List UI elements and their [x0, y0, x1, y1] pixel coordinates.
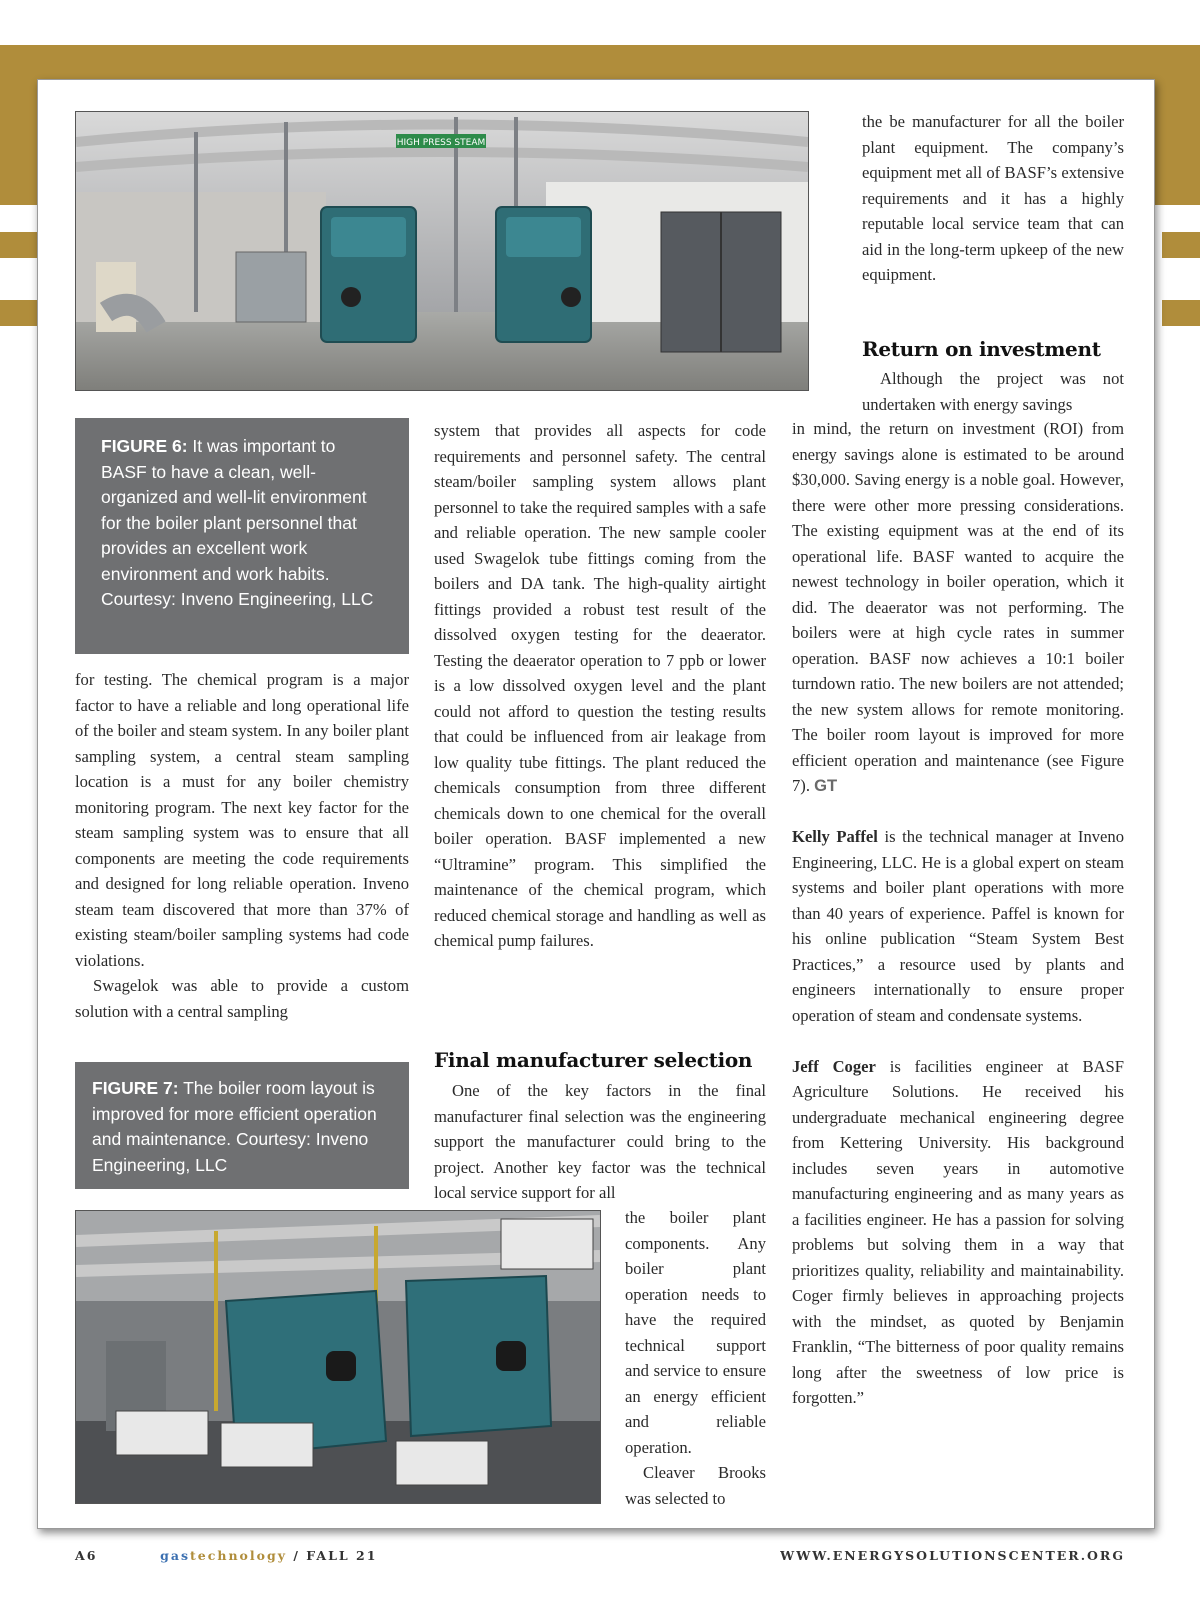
paragraph: the boiler plant components. Any boiler plant operation needs to have the required technical support and service to ensure an energy efficient and reliable operation. [625, 1208, 766, 1457]
publication-gas: gas [160, 1548, 191, 1563]
paragraph: for testing. The chemical program is a major factor to have a reliable and long operational life of the boiler and steam system. In any boiler plant sampling system, a central steam sampling location is a must for any boiler chemistry monitoring program. The next key factor for the steam sampling system was to ensure that all components are meeting the code requirements and designed for long reliable operation. Inveno steam team discovered that more than 37% of existing steam/boiler sampling systems had code violations. [75, 670, 409, 970]
column-3-text-lead [862, 366, 1124, 417]
column-2-text-c [625, 1205, 766, 1511]
column-3-text [792, 416, 1124, 1411]
roi-heading: Return on investment [862, 337, 1101, 361]
paragraph-text: in mind, the return on investment (ROI) from energy savings alone is estimated to be around $30,000. Saving energy is a noble goal. However, there were other more pressing considerations. The existing equipment was at the end of its operational life. BASF wanted to acquire the newest technology in boiler operation, which it did. The deaerator was not performing. The boilers were at high cycle rates in summer operation. BASF now achieves a 10:1 boiler turndown ratio. The new boilers are not attended; the new system allows for remote monitoring. The boiler room layout is improved for more efficient operation and maintenance (see Figure 7). [792, 419, 1124, 795]
column-2-text-b [434, 1078, 766, 1206]
boiler-room-photo [75, 111, 809, 391]
paragraph: Although the project was not undertaken with energy savings [862, 369, 1124, 414]
gold-stripe [0, 300, 38, 326]
paragraph: One of the key factors in the final manufacturer final selection was the engineering support the manufacturer could bring to the project. Another key factor was the technical local service support for all [434, 1081, 766, 1202]
author-bio-text: is facilities engineer at BASF Agriculture Solutions. He received his undergraduate mechanical engineering degree from Kettering University. His background includes seven years in automotive manufacturing engineering and as many years as a facilities engineer. He has a passion for solving problems but solving them in a way that prioritizes quality, reliability and maintainability. Coger firmly believes in approaching projects with the mindset, as quoted by Benjamin Franklin, “The bitterness of poor quality remains long after the sweetness of low price is forgotten.” [792, 1056, 1125, 1407]
boiler-room-render [75, 1210, 601, 1504]
figure-7-caption [75, 1062, 409, 1189]
paragraph: Cleaver Brooks was selected to [625, 1463, 766, 1508]
gold-stripe [1162, 232, 1200, 258]
author-bio [792, 824, 1124, 1028]
page-number: A6 [75, 1548, 98, 1563]
footer-url: WWW.ENERGYSOLUTIONSCENTER.ORG [780, 1548, 1125, 1563]
publication-technology: technology [190, 1548, 287, 1563]
issue-date: / FALL 21 [286, 1548, 378, 1563]
final-manufacturer-heading: Final manufacturer selection [434, 1048, 753, 1072]
footer-left [75, 1548, 377, 1563]
figure-6-text: It was important to BASF to have a clean, well-organized and well-lit environment for the boiler plant personnel that provides an excellent work environment and work habits. Courtesy: Inveno Engineering, LLC [101, 436, 374, 609]
column-2-text [434, 418, 766, 954]
paragraph: system that provides all aspects for code requirements and personnel safety. The central steam/boiler sampling system allows plant personnel to take the required samples with a safe and reliable operation. The new sample cooler used Swagelok tube fittings coming from the boilers and DA tank. The high-quality airtight fittings provided a robust test result of the dissolved oxygen testing for the deaerator. Testing the deaerator operation to 7 ppb or lower is a low dissolved oxygen level and the plant could not afford to question the testing results that could be influenced from air leakage from low quality tube fittings. The plant reduced the chemicals consumption from three different chemicals down to one chemical for the overall boiler operation. BASF implemented a new “Ultramine” program. This simplified the maintenance of the chemical program, which reduced chemical storage and handling as well as chemical pump failures. [434, 421, 766, 950]
gt-end-mark: GT [814, 776, 838, 795]
column-1-text [75, 667, 409, 1024]
column-3-text-top [862, 109, 1124, 288]
steam-sign-text: HIGH PRESS STEAM [396, 138, 486, 148]
figure-6-caption [75, 418, 409, 654]
paragraph: Swagelok was able to provide a custom solution with a central sampling [75, 976, 409, 1021]
gold-stripe [0, 232, 38, 258]
boiler-room-illustration [76, 112, 808, 390]
paragraph: the be manufacturer for all the boiler plant equipment. The company’s equipment met all of BASF’s extensive requirements and it has a highly reputable local service team that can aid in the long-term upkeep of the new equipment. [862, 112, 1124, 284]
figure-7-label: FIGURE 7: [92, 1078, 179, 1098]
paragraph [792, 416, 1124, 799]
figure-6-label: FIGURE 6: [101, 436, 188, 456]
boiler-render-illustration [76, 1211, 600, 1503]
author-name: Kelly Paffel [792, 827, 878, 846]
author-bio [792, 1054, 1124, 1411]
author-bio-text: is the technical manager at Inveno Engineering, LLC. He is a global expert on steam systems and boiler plant operations with more than 40 years of experience. Paffel is known for his online publication “Steam System Best Practices,” a resource used by plants and engineers internationally to ensure proper operation of steam and condensate systems. [792, 827, 1124, 1025]
author-name: Jeff Coger [792, 1056, 876, 1076]
gold-stripe [1162, 300, 1200, 326]
figure-7-text: The boiler room layout is improved for more efficient operation and maintenance. Courtesy: Inveno Engineering, LLC [92, 1078, 377, 1175]
